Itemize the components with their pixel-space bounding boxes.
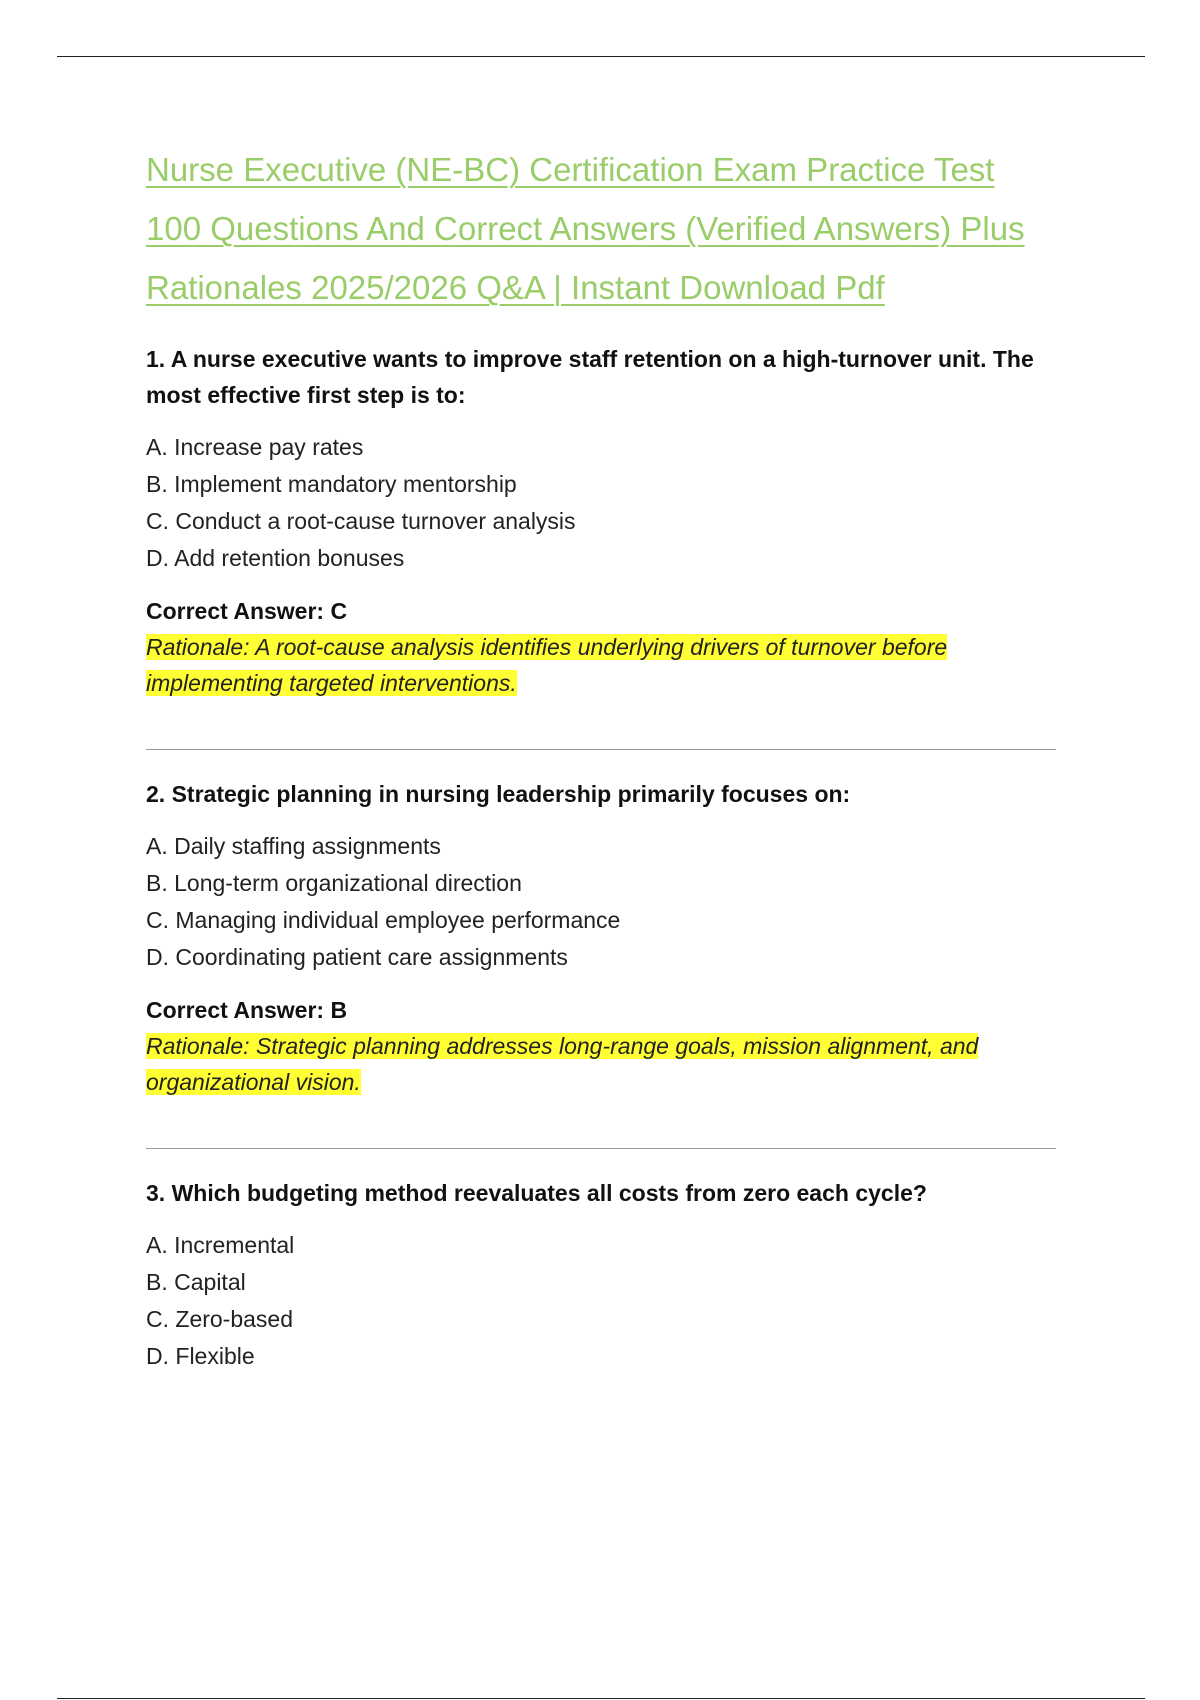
option-d: D. Add retention bonuses [146,545,405,571]
document-body [146,140,1056,1375]
rationale-highlight: Rationale: A root-cause analysis identifies underlying drivers of turnover before implementing targeted interventions. [146,634,948,696]
option-c: C. Conduct a root-cause turnover analysis [146,508,576,534]
option-a: A. Incremental [146,1232,295,1258]
document-title[interactable]: Nurse Executive (NE-BC) Certification Exam Practice Test 100 Questions And Correct Answers (Verified Answers) Plus Rationales 2025/2026 Q&A | Instant Download Pdf [146,151,1025,306]
option-c: C. Managing individual employee performance [146,907,621,933]
rationale [146,1028,1056,1100]
option-d: D. Flexible [146,1343,255,1369]
correct-answer: Correct Answer: B [146,997,348,1023]
option-list [146,828,1056,976]
question-text: 2. Strategic planning in nursing leadership primarily focuses on: [146,781,851,807]
question-1 [146,341,1056,701]
header-rule [57,56,1145,57]
rationale-highlight: Rationale: Strategic planning addresses long-range goals, mission alignment, and organizational vision. [146,1033,979,1095]
question-2 [146,776,1056,1100]
footer-rule [57,1698,1145,1699]
option-list [146,429,1056,577]
option-c: C. Zero-based [146,1306,294,1332]
question-3 [146,1175,1056,1375]
correct-answer: Correct Answer: C [146,598,348,624]
option-b: B. Capital [146,1269,246,1295]
question-text: 3. Which budgeting method reevaluates all costs from zero each cycle? [146,1180,927,1206]
option-b: B. Long-term organizational direction [146,870,522,896]
option-a: A. Increase pay rates [146,434,364,460]
option-list [146,1227,1056,1375]
question-divider [146,749,1056,750]
question-text: 1. A nurse executive wants to improve staff retention on a high-turnover unit. The most effective first step is to: [146,346,1034,408]
question-divider [146,1148,1056,1149]
rationale [146,629,1056,701]
option-d: D. Coordinating patient care assignments [146,944,568,970]
option-b: B. Implement mandatory mentorship [146,471,517,497]
option-a: A. Daily staffing assignments [146,833,441,859]
